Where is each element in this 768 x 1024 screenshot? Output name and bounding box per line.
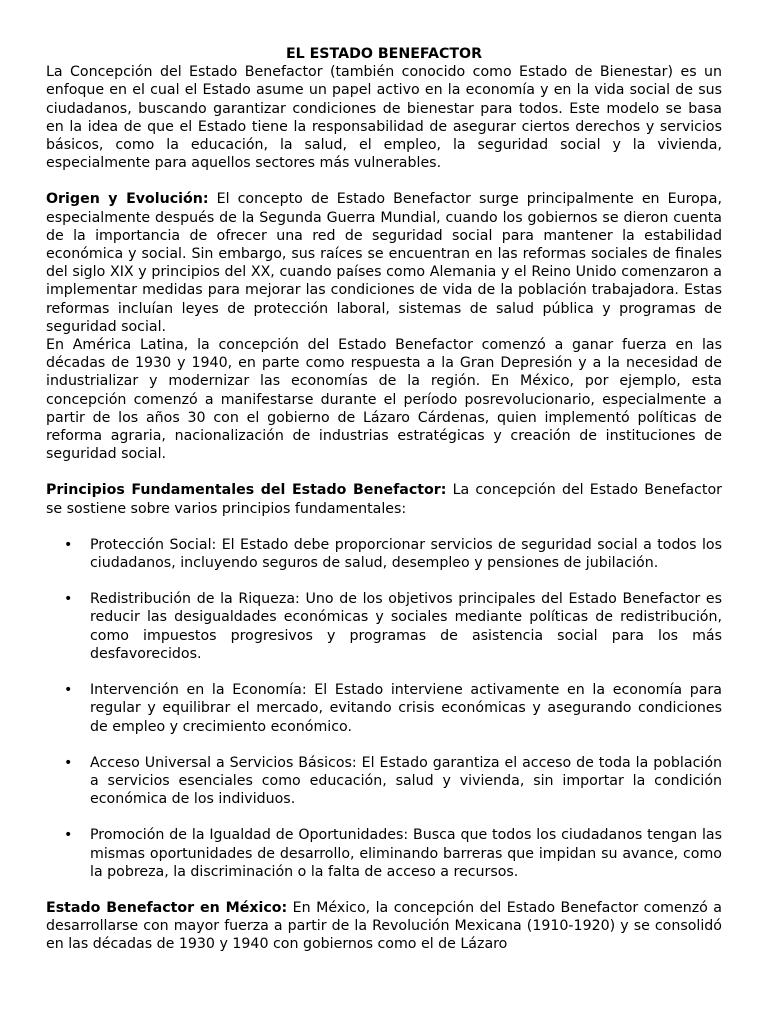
list-item — [46, 590, 722, 663]
bullet-icon: • — [64, 591, 73, 608]
origin-paragraph — [46, 190, 722, 336]
list-item-text: Acceso Universal a Servicios Básicos: El Estado garantiza el acceso de toda la población a servicios esenciales como educación, salud y vivienda, sin importar la condición económica de los individuos. — [90, 754, 722, 808]
principles-list — [46, 536, 722, 881]
principles-text: La concepción del Estado Benefactor se sostiene sobre varios principios fundamentales: — [46, 482, 722, 517]
document-title: EL ESTADO BENEFACTOR — [285, 46, 483, 62]
bullet-icon: • — [64, 536, 73, 553]
origin-heading: Origen y Evolución: — [46, 191, 209, 208]
origin-text: El concepto de Estado Benefactor surge principalmente en Europa, especialmente después de la Segunda Guerra Mundial, cuando los gobiernos se dieron cuenta de la importancia de ofrecer una red de seguridad social para mantener la estabilidad económica y social. Sin embargo, sus raíces se encuentran en las reformas sociales de finales del siglo XIX y principios del XX, cuando países como Alemania y el Reino Unido comenzaron a implementar medidas para mejorar las condiciones de vida de la población trabajadora. Estas reformas incluían leyes de protección laboral, sistemas de salud pública y programas de seguridad social. — [46, 191, 722, 335]
bullet-icon: • — [64, 827, 73, 844]
intro-paragraph: La Concepción del Estado Benefactor (también conocido como Estado de Bienestar) es un enfoque en el cual el Estado asume un papel activo en la economía y en la vida social de sus ciudadanos, buscando garantizar condiciones de bienestar para todos. Este modelo se basa en la idea de que el Estado tiene la responsabilidad de asegurar ciertos derechos y servicios básicos, como la educación, la salud, el empleo, la seguridad social y la vivienda, especialmente para aquellos sectores más vulnerables. — [46, 64, 722, 172]
bullet-icon: • — [64, 754, 73, 771]
list-item — [46, 754, 722, 809]
list-item-text: Intervención en la Economía: El Estado interviene activamente en la economía para regular y equilibrar el mercado, evitando crisis económicas y asegurando condiciones de empleo y crecimiento económico. — [90, 682, 722, 735]
list-item-text: Redistribución de la Riqueza: Uno de los objetivos principales del Estado Benefactor es reducir las desigualdades económicas y sociales mediante políticas de redistribución, como impuestos progresivos y programas de asistencia social para los más desfavorecidos. — [90, 591, 722, 662]
list-item — [46, 536, 722, 572]
mexico-heading: Estado Benefactor en México: — [46, 899, 288, 916]
mexico-text: En México, la concepción del Estado Benefactor comenzó a desarrollarse con mayor fuerza a partir de la Revolución Mexicana (1910-1920) y se consolidó en las décadas de 1930 y 1940 con gobiernos como el de Lázaro — [46, 899, 722, 953]
principles-heading: Principios Fundamentales del Estado Benefactor: — [46, 482, 447, 499]
list-item-text: Promoción de la Igualdad de Oportunidades: Busca que todos los ciudadanos tengan las mismas oportunidades de desarrollo, eliminando barreras que impidan su avance, como la pobreza, la discriminación o la falta de acceso a recursos. — [90, 827, 722, 880]
mexico-paragraph — [46, 899, 722, 954]
latam-paragraph: En América Latina, la concepción del Estado Benefactor comenzó a ganar fuerza en las décadas de 1930 y 1940, en parte como respuesta a la Gran Depresión y a la necesidad de industrializar y modernizar las economías de la región. En México, por ejemplo, esta concepción comenzó a manifestarse durante el período posrevolucionario, especialmente a partir de los años 30 con el gobierno de Lázaro Cárdenas, quien implementó políticas de reforma agraria, nacionalización de industrias estratégicas y creación de instituciones de seguridad social. — [46, 337, 722, 463]
list-item — [46, 681, 722, 736]
list-item — [46, 826, 722, 881]
list-item-text: Protección Social: El Estado debe proporcionar servicios de seguridad social a todos los ciudadanos, incluyendo seguros de salud, desempleo y pensiones de jubilación. — [90, 536, 722, 572]
bullet-icon: • — [64, 682, 73, 699]
principles-paragraph — [46, 481, 722, 517]
